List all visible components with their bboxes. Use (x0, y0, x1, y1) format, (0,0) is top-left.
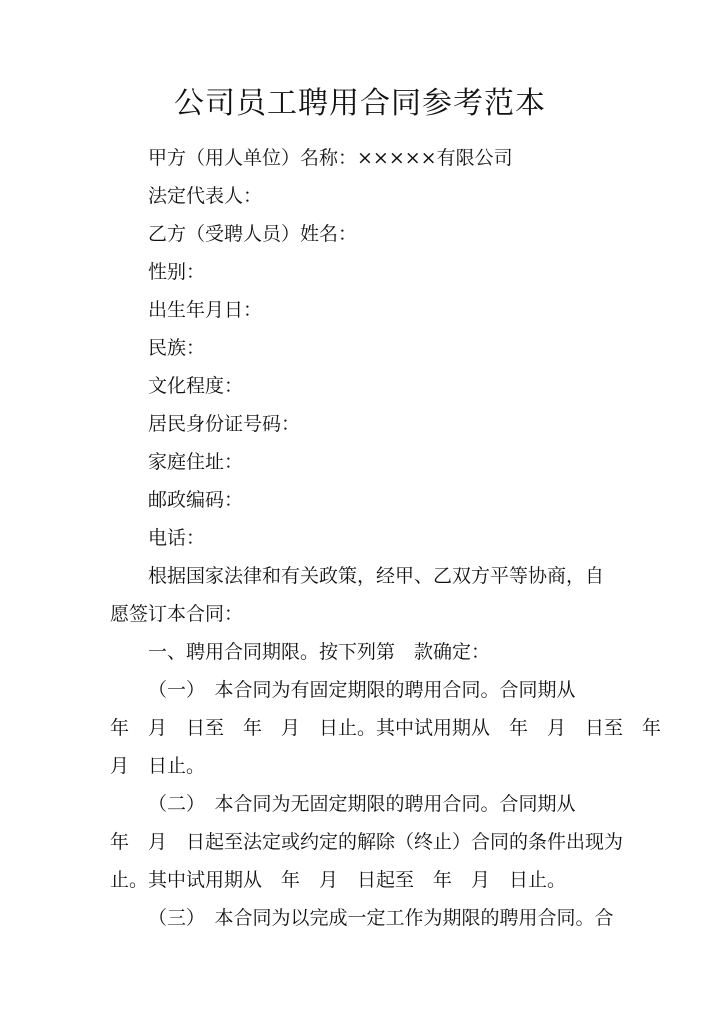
paragraph-article-one (110, 633, 610, 671)
paragraph-line: 月 日止。 (110, 755, 206, 777)
paragraph-clause-two (110, 785, 624, 899)
document-title: 公司员工聘用合同参考范本 (174, 86, 546, 121)
paragraph-line: 愿签订本合同： (110, 603, 244, 625)
field-ethnicity: 民族： (148, 337, 206, 359)
contract-body (110, 139, 662, 937)
field-id-number: 居民身份证号码： (148, 413, 301, 435)
field-education: 文化程度： (148, 375, 244, 397)
field-phone: 电话： (148, 527, 206, 549)
paragraph-line: （一） 本合同为有固定期限的聘用合同。合同期从 (148, 679, 576, 701)
paragraph-preamble (110, 557, 610, 633)
paragraph-line: （三） 本合同为以完成一定工作为期限的聘用合同。合 (148, 907, 614, 929)
field-birth-date: 出生年月日： (148, 299, 263, 321)
field-legal-representative: 法定代表人： (148, 185, 263, 207)
field-home-address: 家庭住址： (148, 451, 244, 473)
field-gender: 性别： (148, 261, 206, 283)
paragraph-line: 一、聘用合同期限。按下列第 款确定： (148, 641, 491, 663)
paragraph-clause-three (110, 899, 614, 937)
paragraph-line: 年 月 日至 年 月 日止。其中试用期从 年 月 日至 年 (110, 717, 662, 739)
field-party-a-name: 甲方（用人单位）名称：×××××有限公司 (148, 147, 513, 169)
field-postal-code: 邮政编码： (148, 489, 244, 511)
paragraph-line: （二） 本合同为无固定期限的聘用合同。合同期从 (148, 793, 576, 815)
paragraph-line: 年 月 日起至法定或约定的解除（终止）合同的条件出现为 (110, 831, 624, 853)
paragraph-clause-one (110, 671, 662, 785)
paragraph-line: 根据国家法律和有关政策，经甲、乙双方平等协商，自 (148, 565, 605, 587)
field-party-b-name: 乙方（受聘人员）姓名： (148, 223, 358, 245)
paragraph-line: 止。其中试用期从 年 月 日起至 年 月 日止。 (110, 869, 567, 891)
